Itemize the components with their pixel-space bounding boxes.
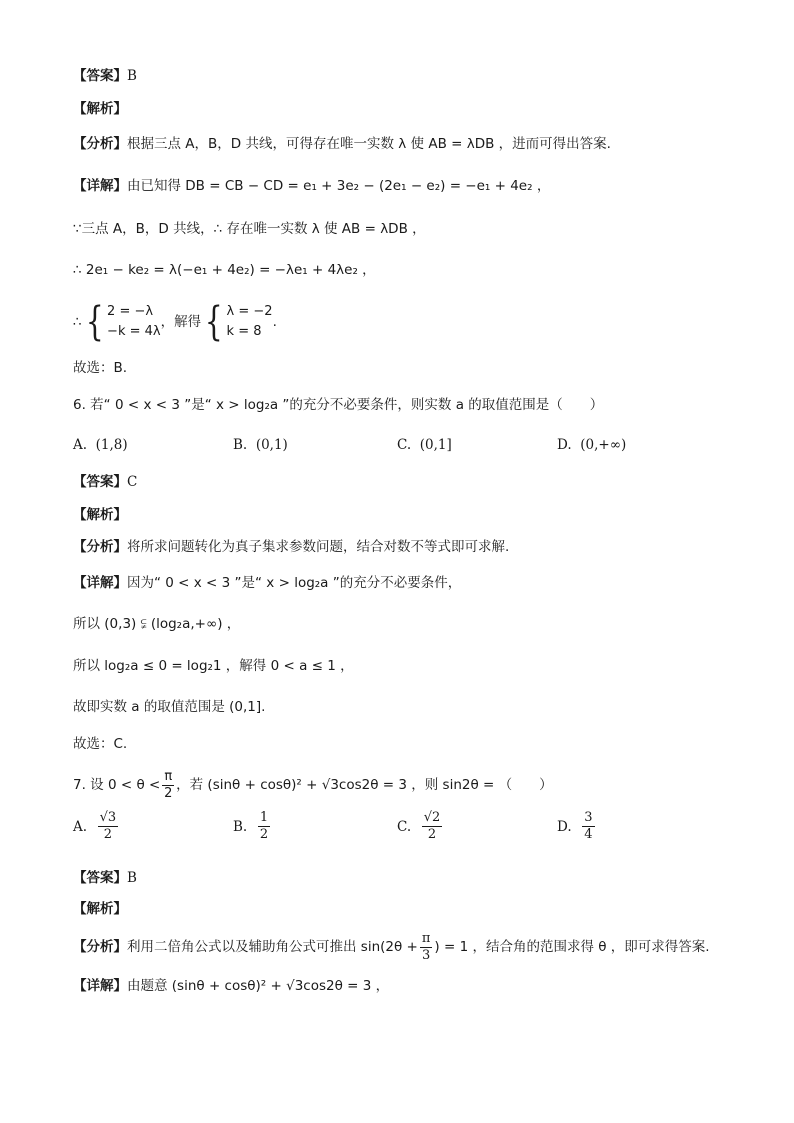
- q5-fenxi-line: [73, 134, 734, 154]
- left-brace-icon: {: [85, 299, 104, 345]
- analysis-tag: 【解析】: [73, 507, 127, 523]
- xiangjie-tag: 【详解】: [73, 575, 127, 591]
- q6-option-a: A. (1,8): [73, 437, 128, 453]
- q7-analysis-heading: [73, 899, 734, 919]
- fenxi-tag: 【分析】: [73, 136, 127, 152]
- equation-system-2: [201, 299, 273, 345]
- q6-stem: 6. 若“ 0 < x < 3 ”是“ x > log₂a ”的充分不必要条件，则实数 a 的取值范围是（ ）: [73, 397, 604, 413]
- fenxi-text: 将所求问题转化为真子集求参数问题，结合对数不等式即可求解.: [127, 539, 510, 555]
- xiangjie-tag: 【详解】: [73, 178, 127, 194]
- q7-option-c: C. $\frac{√2}{2}$: [397, 810, 441, 842]
- q5-because-line: ∵三点 A，B，D 共线，∴ 存在唯一实数 λ 使 AB = λDB ，: [73, 221, 426, 237]
- q6-line4: 故即实数 a 的取值范围是 (0,1].: [73, 699, 266, 715]
- q7-fenxi-fraction: $\frac{\pi}{3}$: [421, 930, 431, 963]
- fenxi-tag: 【分析】: [73, 539, 127, 555]
- system2-row2: k = 8: [226, 324, 262, 339]
- left-brace-icon: {: [204, 299, 223, 345]
- system1-row2: −k = 4λ: [107, 324, 161, 339]
- answer-tag: 【答案】: [73, 474, 127, 490]
- q6-option-d: D. (0,+∞): [557, 437, 627, 453]
- analysis-tag: 【解析】: [73, 101, 127, 117]
- q7-stem-fraction: $\frac{\pi}{2}$: [164, 768, 173, 801]
- q7-answer-line: [73, 868, 734, 888]
- q5-analysis-heading: [73, 99, 734, 119]
- system-end: .: [272, 314, 277, 330]
- answer-tag: 【答案】: [73, 870, 127, 886]
- q5-xiangjie-line: [73, 176, 734, 196]
- q5-system-line: [73, 300, 734, 344]
- q6-fenxi-line: [73, 537, 734, 557]
- q5-therefore-line: ∴ 2e₁ − ke₂ = λ(−e₁ + 4e₂) = −λe₁ + 4λe₂ ，: [73, 262, 376, 278]
- q7-option-b: B. $\frac{1}{2}$: [233, 810, 269, 842]
- answer-value: B: [127, 870, 137, 886]
- xiangjie-tag: 【详解】: [73, 978, 127, 994]
- q5-conclusion: 故选：B.: [73, 360, 128, 376]
- q6-xiangjie-line: [73, 573, 734, 593]
- q7-option-a: A. $\frac{√3}{2}$: [73, 810, 117, 842]
- fenxi-tag: 【分析】: [73, 939, 127, 955]
- q6-analysis-heading: [73, 505, 734, 525]
- q7-xiangjie-line: [73, 976, 734, 996]
- system2-row1: λ = −2: [226, 304, 273, 319]
- q6-line2: 所以 (0,3) ⫋ (log₂a,+∞) ，: [73, 616, 241, 632]
- xiangjie-text: 因为“ 0 < x < 3 ”是“ x > log₂a ”的充分不必要条件，: [127, 575, 462, 591]
- answer-value: C: [127, 474, 138, 490]
- q6-answer-line: [73, 472, 734, 492]
- q6-line3: 所以 log₂a ≤ 0 = log₂1 ，解得 0 < a ≤ 1 ，: [73, 658, 354, 674]
- fenxi-text: 根据三点 A，B，D 共线，可得存在唯一实数 λ 使 AB = λDB ，进而可得出答案.: [127, 136, 611, 152]
- answer-tag: 【答案】: [73, 68, 127, 84]
- system1-row1: 2 = −λ: [107, 304, 154, 319]
- solve-word: ，解得: [160, 314, 202, 330]
- q6-option-c: C. (0,1]: [397, 437, 452, 453]
- q6-option-b: B. (0,1): [233, 437, 288, 453]
- q7-fenxi-line: 【分析】 利用二倍角公式以及辅助角公式可推出 sin(2θ + $\frac{\pi}{3}$ ) = 1 ，结合角的范围求得 θ ，即可求得答案.: [73, 930, 710, 963]
- equation-system-1: [82, 299, 161, 345]
- therefore-symbol: ∴: [73, 314, 82, 330]
- analysis-tag: 【解析】: [73, 901, 127, 917]
- answer-value: B: [127, 68, 137, 84]
- q7-option-d: D. $\frac{3}{4}$: [557, 810, 593, 842]
- q5-answer-line: [73, 66, 734, 86]
- xiangjie-text: 由已知得 DB = CB − CD = e₁ + 3e₂ − (2e₁ − e₂) = −e₁ + 4e₂ ，: [127, 178, 551, 194]
- xiangjie-text: 由题意 (sinθ + cosθ)² + √3cos2θ = 3 ，: [127, 978, 390, 994]
- q7-stem: 7. 设 0 < θ < $\frac{\pi}{2}$ ，若 (sinθ + cosθ)² + √3cos2θ = 3 ，则 sin2θ = （ ）: [73, 768, 553, 801]
- q6-conclusion: 故选：C.: [73, 736, 128, 752]
